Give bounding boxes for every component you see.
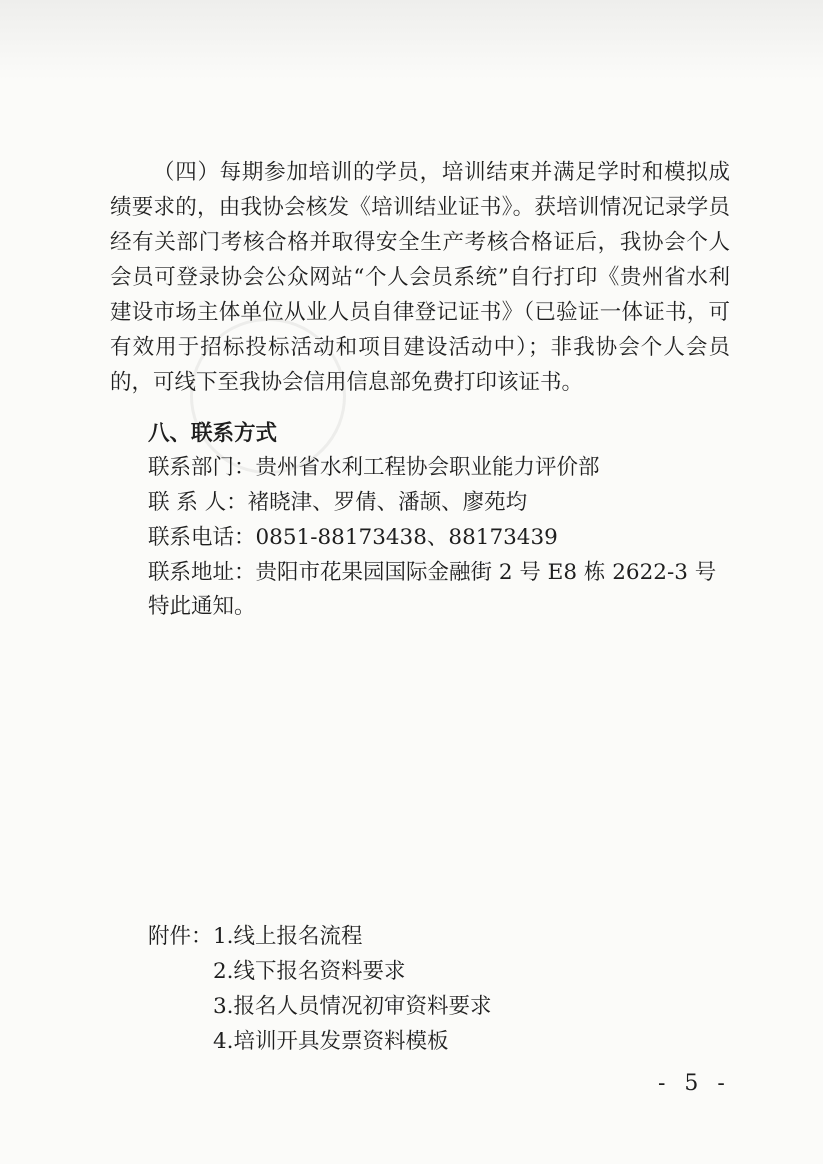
section-4-paragraph: （四）每期参加培训的学员，培训结束并满足学时和模拟成绩要求的，由我协会核发《培训结业证书》。获培训情况记录学员经有关部门考核合格并取得安全生产考核合格证后，我协会个人会员可登录协会公众网站“个人会员系统”自行打印《贵州省水利建设市场主体单位从业人员自律登记证书》（已验证一体证书，可有效用于招标投标活动和项目建设活动中）；非我协会个人会员的，可线下至我协会信用信息部免费打印该证书。 (110, 160, 730, 395)
page-number: - 5 - (658, 1071, 731, 1096)
contact-address: 联系地址：贵阳市花果园国际金融街 2 号 E8 栋 2622-3 号 (148, 560, 717, 585)
attachment-item-4: 4.培训开具发票资料模板 (213, 1029, 449, 1054)
attachments-label: 附件： (148, 924, 213, 949)
attachment-item-1: 1.线上报名流程 (213, 924, 363, 949)
scan-shadow (0, 0, 823, 80)
contact-person: 联 系 人：褚晓津、罗倩、潘颉、廖苑均 (148, 490, 528, 515)
attachment-item-2: 2.线下报名资料要求 (213, 959, 406, 984)
attachment-item-3: 3.报名人员情况初审资料要求 (213, 994, 492, 1019)
closing-text: 特此通知。 (148, 594, 256, 619)
contact-heading: 八、联系方式 (148, 421, 278, 446)
contact-phone: 联系电话：0851-88173438、88173439 (148, 525, 558, 550)
contact-department: 联系部门：贵州省水利工程协会职业能力评价部 (148, 455, 600, 480)
